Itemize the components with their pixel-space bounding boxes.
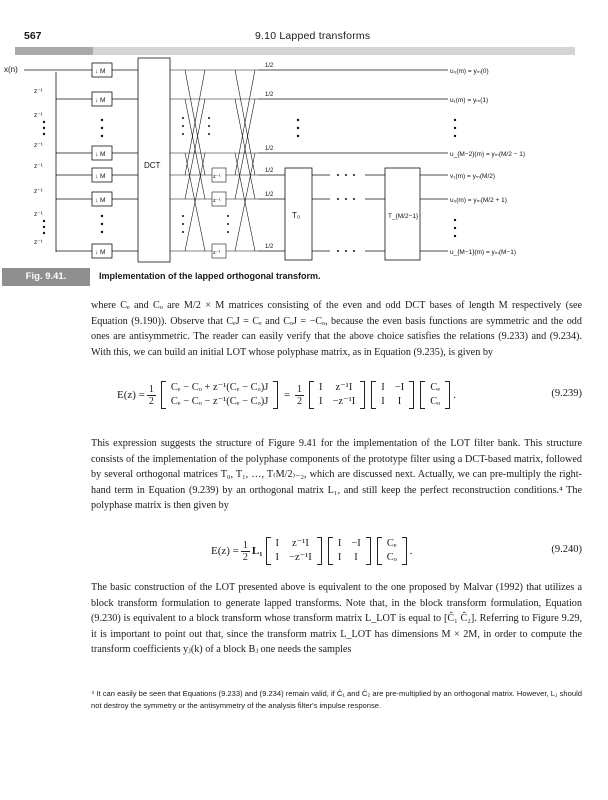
delay-label: z⁻¹ (34, 112, 43, 119)
footnote: ⁴ It can easily be seen that Equations (9.233) and (9.234) remain valid, if Ĉ₁ and Ĉ₂ are pre-multiplied by an orthogonal matrix. However, L₁ should not destroy the symmetry or the antisymmetry of the analysis filter's impulse response. (91, 689, 582, 710)
output-label: u₃(m) = yₘ(M/2 + 1) (450, 197, 507, 204)
input-label: x(n) (4, 65, 18, 74)
lot-block-diagram (0, 0, 608, 270)
page-number: 567 (24, 30, 42, 42)
half-fraction: $\frac{1}{2}$ (242, 539, 248, 563)
equation-number: (9.240) (551, 544, 582, 555)
half-fraction: $\frac{1}{2}$ (148, 383, 154, 407)
half-label: 1/2 (265, 192, 274, 198)
half-label: 1/2 (265, 244, 274, 250)
delay-label: z⁻¹ (213, 174, 221, 180)
delay-label: z⁻¹ (34, 142, 43, 149)
paragraph-3: The basic construction of the LOT presented above is equivalent to the one proposed by Malvar (1992) that utilizes a block transform formulation to generate lapped transforms. Note that, in the block transform formulation, Equation (9.230) is equivalent to a block transform whose transform matrix L_LOT is equal to [Ĉ₁ Ĉ₂]. Referring to Figure 9.29, it is important to point out that, since the transform matrix L_LOT has dimensions M × 2M, in order to compute the transform coefficients yⱼ(k) of a block Bⱼ one needs the samples (91, 582, 582, 656)
eq-lhs: E(z) = (211, 545, 239, 557)
section-title: 9.10 Lapped transforms (255, 30, 371, 42)
delay-label: z⁻¹ (34, 88, 43, 95)
delay-label: z⁻¹ (34, 239, 43, 246)
figure-caption (0, 268, 608, 286)
matrix: Cₑ − Cₒ + z⁻¹(Cₑ − Cₒ)J Cₑ − Cₒ − z⁻¹(Cₑ − Cₒ)J (161, 381, 278, 409)
decimator-label: ↓ M (95, 97, 106, 104)
figure-label: Fig. 9.41. (2, 268, 90, 286)
delay-label: z⁻¹ (34, 211, 43, 218)
output-label: u_{M−2}(m) = yₘ(M/2 − 1) (450, 151, 526, 158)
matrix: Cₑ Cₒ (420, 381, 450, 409)
matrix: Cₑ Cₒ (377, 537, 407, 565)
equation-9-240: E(z) = $\frac{1}{2}$ L₁ I z⁻¹I I −z⁻¹I I −I I I Cₑ Cₒ . (9.240) (211, 538, 582, 563)
paragraph-2: This expression suggests the structure of Figure 9.41 for the implementation of the LOT filter bank. This structure consists of the implementation of the polyphase components of the prototype filter using a DCT-based matrix, followed by several orthogonal matrices T₀, T₁, …, T₍M/2₎₋₂, which are discussed next. Actually, we can pre-multiply the right-hand term in Equation (9.239) by an orthogonal matrix L₁, and still keep the perfect reconstruction conditions.⁴ The polyphase matrix is then given by (91, 438, 582, 512)
output-label: v₁(m) = yₘ(M/2) (450, 173, 496, 180)
equation-9-239: E(z) = $\frac{1}{2}$ Cₑ − Cₒ + z⁻¹(Cₑ − Cₒ)J Cₑ − Cₒ − z⁻¹(Cₑ − Cₒ)J = $\frac{1}{2}$ I z⁻¹I I −z⁻¹I I −I I I Cₑ Cₒ . (9.239) (117, 382, 582, 407)
tm-label: T_{M/2−1} (388, 213, 419, 220)
t0-label: T₀ (292, 211, 301, 220)
delay-label: z⁻¹ (213, 250, 221, 256)
decimator-label: ↓ M (95, 151, 106, 158)
equation-number: (9.239) (551, 388, 582, 399)
matrix: I −I I I (328, 537, 371, 565)
decimator-label: ↓ M (95, 173, 106, 180)
output-label: u₀(m) = yₘ(0) (450, 68, 489, 75)
half-label: 1/2 (265, 146, 274, 152)
eq-lhs: E(z) = (117, 389, 145, 401)
half-fraction: $\frac{1}{2}$ (297, 383, 303, 407)
half-label: 1/2 (265, 92, 274, 98)
decimator-label: ↓ M (95, 197, 106, 204)
matrix: I z⁻¹I I −z⁻¹I (309, 381, 365, 409)
decimator-label: ↓ M (95, 249, 106, 256)
matrix: I z⁻¹I I −z⁻¹I (266, 537, 322, 565)
delay-label: z⁻¹ (34, 188, 43, 195)
paragraph-1: where Cₑ and Cₒ are M/2 × M matrices consisting of the even and odd DCT bases of length M respectively (see Equation (9.190)). Observe that CₑJ = Cₑ and CₒJ = −Cₒ, because the even basis functions are symmetric and the odd ones are antisymmetric. The reader can easily verify that the above choice satisfies the relations (9.233) and (9.234). With this, we can build an initial LOT whose polyphase matrix, as in Equation (9.235), is given by (91, 300, 582, 358)
decimator-label: ↓ M (95, 68, 106, 75)
l1-symbol: L₁ (251, 545, 263, 557)
delay-label: z⁻¹ (213, 198, 221, 204)
output-label: u₁(m) = yₘ(1) (450, 97, 489, 104)
half-label: 1/2 (265, 168, 274, 174)
output-label: u_{M−1}(m) = yₘ(M−1) (450, 249, 517, 256)
delay-label: z⁻¹ (34, 163, 43, 170)
dct-label: DCT (144, 161, 161, 170)
matrix: I −I I I (371, 381, 414, 409)
half-label: 1/2 (265, 63, 274, 69)
caption-text: Implementation of the lapped orthogonal transform. (99, 271, 321, 281)
